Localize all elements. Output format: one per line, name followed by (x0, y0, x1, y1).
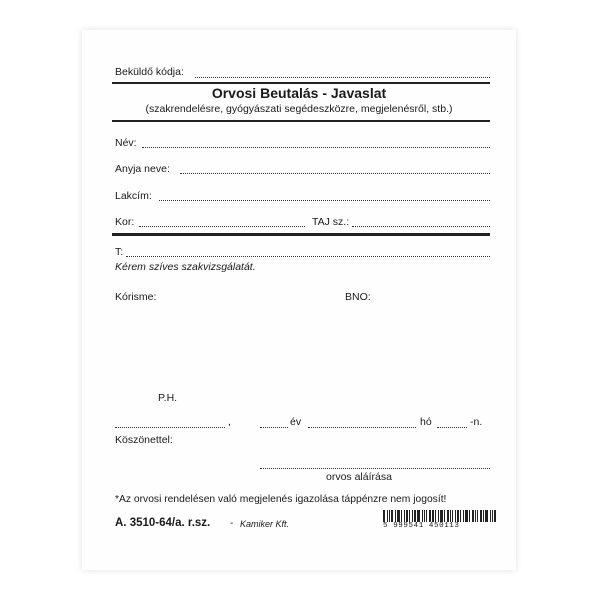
taj-field[interactable] (352, 226, 490, 227)
form-title: Orvosi Beutalás - Javaslat (211, 85, 387, 101)
signature-field[interactable] (260, 468, 490, 469)
mother-name-field[interactable] (180, 173, 490, 174)
referral-form-sheet (82, 30, 516, 570)
address-label: Lakcím: (115, 190, 152, 202)
month-label: hó (420, 416, 432, 428)
top-rule (112, 82, 490, 84)
publisher-separator: - (230, 518, 234, 529)
signature-label: orvos aláírása (326, 471, 392, 483)
sender-code-label: Beküldő kódja: (115, 66, 184, 78)
form-subtitle: (szakrendelésre, gyógyászati segédeszközre, megjelenésről, stb.) (145, 103, 453, 115)
day-label: -n. (470, 416, 483, 428)
year-field[interactable] (260, 427, 288, 428)
notice-text: *Az orvosi rendelésen való megjelenés igazolása táppénzre nem jogosít! (115, 494, 447, 505)
barcode-number: 5 999541 450113 (383, 522, 460, 530)
sender-code-field[interactable] (195, 77, 490, 78)
place-field[interactable] (115, 427, 225, 428)
form-code: A. 3510-64/a. r.sz. (115, 517, 211, 529)
publisher-name: Kamiker Kft. (240, 519, 290, 529)
bno-label: BNO: (345, 291, 371, 303)
barcode-icon (383, 510, 498, 522)
request-text: Kérem szíves szakvizsgálatát. (115, 261, 256, 273)
patient-bottom-rule (112, 233, 490, 236)
name-field[interactable] (142, 147, 490, 148)
stamp-label: P.H. (158, 392, 178, 404)
address-field[interactable] (159, 200, 490, 201)
year-label: év (290, 416, 302, 428)
mother-name-label: Anyja neve: (115, 163, 170, 175)
diagnosis-label: Kórisme: (115, 291, 157, 303)
name-label: Név: (115, 137, 137, 149)
day-field[interactable] (437, 427, 467, 428)
thanks-label: Köszönettel: (115, 434, 173, 446)
date-comma: , (228, 416, 231, 428)
title-bottom-rule (112, 120, 490, 122)
age-label: Kor: (115, 216, 135, 228)
age-field[interactable] (139, 226, 305, 227)
month-field[interactable] (308, 427, 416, 428)
taj-label: TAJ sz.: (312, 216, 350, 228)
t-field[interactable] (126, 256, 490, 257)
t-label: T: (115, 246, 124, 258)
